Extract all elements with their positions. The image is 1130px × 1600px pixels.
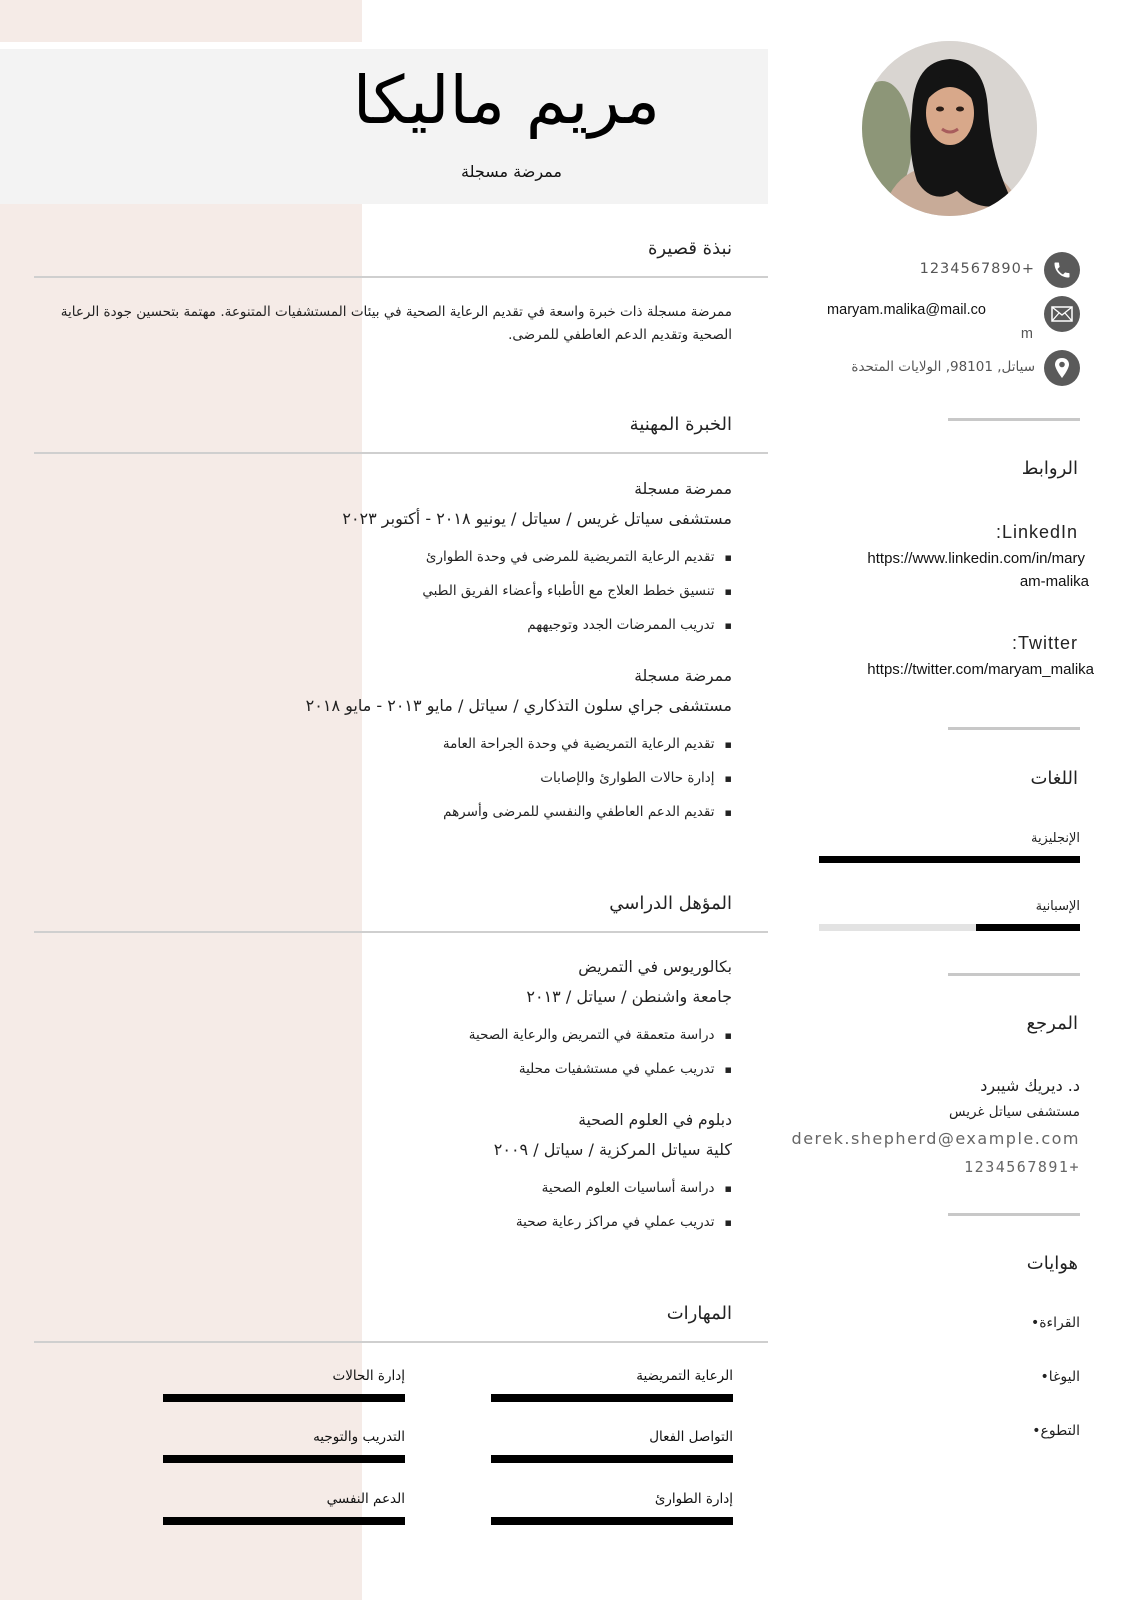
reference-heading: المرجع xyxy=(1026,1013,1078,1034)
linkedin-url-wrap[interactable]: am-malika xyxy=(1019,573,1089,590)
language-bar xyxy=(819,856,1080,863)
skill-label: التواصل الفعال xyxy=(649,1429,733,1445)
degree-title: بكالوريوس في التمريض xyxy=(578,958,732,976)
job-bullet: ▪ تقديم الرعاية التمريضية في وحدة الجراحة العامة xyxy=(443,736,732,752)
language-bar-fill xyxy=(976,924,1080,931)
degree-title: دبلوم في العلوم الصحية xyxy=(578,1111,732,1129)
education-heading: المؤهل الدراسي xyxy=(609,893,732,914)
summary-text: ممرضة مسجلة ذات خبرة واسعة في تقديم الرعاية الصحية في بيئات المستشفيات المتنوعة. مهتمة بتحسين جودة الرعاية الصحية وتقديم الدعم العاطفي للمرضى. xyxy=(60,304,732,343)
language-label: الإسبانية xyxy=(1035,899,1080,914)
education-bullet: ▪ دراسة متعمقة في التمريض والرعاية الصحية xyxy=(469,1027,732,1043)
contact-email-wrap[interactable]: m xyxy=(1020,326,1033,342)
language-label: الإنجليزية xyxy=(1030,831,1080,846)
job-title: ممرضة مسجلة xyxy=(634,667,732,685)
skill-label: الدعم النفسي xyxy=(326,1491,405,1507)
skill-label: إدارة الطوارئ xyxy=(654,1491,733,1507)
candidate-title: ممرضة مسجلة xyxy=(461,162,562,181)
degree-details: كلية سياتل المركزية / سياتل / ٢٠٠٩ xyxy=(493,1140,732,1159)
contact-phone[interactable]: 1234567890+ xyxy=(919,261,1035,277)
job-bullet: ▪ تقديم الرعاية التمريضية للمرضى في وحدة الطوارئ xyxy=(426,549,732,565)
job-details: مستشفى سياتل غريس / سياتل / يونيو ٢٠١٨ - أكتوبر ٢٠٢٣ xyxy=(342,509,732,528)
skill-bar xyxy=(163,1394,405,1402)
hobby-item: • القراءة xyxy=(1021,1315,1080,1331)
education-bullet: ▪ تدريب عملي في مستشفيات محلية xyxy=(519,1061,732,1077)
skill-label: الرعاية التمريضية xyxy=(636,1368,733,1384)
languages-heading: اللغات xyxy=(1030,768,1078,789)
hobbies-heading: هوايات xyxy=(1026,1253,1078,1274)
education-bullet: ▪ دراسة أساسيات العلوم الصحية xyxy=(542,1180,732,1196)
job-details: مستشفى جراي سلون التذكاري / سياتل / مايو ٢٠١٣ - مايو ٢٠١٨ xyxy=(305,696,732,715)
summary-divider xyxy=(34,276,768,278)
candidate-name: مريم ماليكا xyxy=(352,62,660,139)
contact-email[interactable]: maryam.malika@mail.co xyxy=(827,302,986,318)
reference-phone[interactable]: 1234567891+ xyxy=(964,1158,1080,1176)
skill-bar xyxy=(163,1455,405,1463)
job-bullet: ▪ إدارة حالات الطوارئ والإصابات xyxy=(540,770,732,786)
contact-address: سياتل, 98101, الولايات المتحدة xyxy=(851,359,1035,375)
sidebar-divider xyxy=(948,727,1080,730)
phone-icon xyxy=(1044,252,1080,288)
degree-details: جامعة واشنطن / سياتل / ٢٠١٣ xyxy=(526,987,732,1006)
reference-email[interactable]: derek.shepherd@example.com xyxy=(791,1129,1080,1148)
portrait-icon xyxy=(862,41,1037,216)
reference-name: د. ديريك شيبرد xyxy=(980,1076,1080,1095)
skill-bar xyxy=(491,1517,733,1525)
skill-bar xyxy=(491,1455,733,1463)
hobby-item: • اليوغا xyxy=(1031,1369,1080,1385)
language-bar-fill xyxy=(819,856,1080,863)
map-pin-icon xyxy=(1044,350,1080,386)
summary-heading: نبذة قصيرة xyxy=(647,238,732,259)
job-title: ممرضة مسجلة xyxy=(634,480,732,498)
hobby-item: • التطوع xyxy=(1022,1423,1080,1439)
twitter-url[interactable]: https://twitter.com/maryam_malika xyxy=(867,661,1094,678)
reference-organization: مستشفى سياتل غريس xyxy=(948,1104,1080,1120)
linkedin-url[interactable]: https://www.linkedin.com/in/mary xyxy=(867,550,1085,567)
experience-divider xyxy=(34,452,768,454)
skill-label: إدارة الحالات xyxy=(332,1368,405,1384)
education-bullet: ▪ تدريب عملي في مراكز رعاية صحية xyxy=(516,1214,732,1230)
main-column xyxy=(34,0,768,1600)
skills-heading: المهارات xyxy=(666,1303,732,1324)
skill-bar xyxy=(163,1517,405,1525)
profile-photo xyxy=(862,41,1037,216)
sidebar-divider xyxy=(948,1213,1080,1216)
skill-bar xyxy=(491,1394,733,1402)
skill-label: التدريب والتوجيه xyxy=(313,1429,405,1445)
experience-heading: الخبرة المهنية xyxy=(629,414,732,435)
twitter-label: :Twitter xyxy=(1011,633,1078,653)
job-bullet: ▪ تنسيق خطط العلاج مع الأطباء وأعضاء الفريق الطبي xyxy=(422,583,732,599)
envelope-icon xyxy=(1044,296,1080,332)
linkedin-label: :LinkedIn xyxy=(995,522,1078,542)
language-bar xyxy=(819,924,1080,931)
job-bullet: ▪ تقديم الدعم العاطفي والنفسي للمرضى وأسرهم xyxy=(443,804,732,820)
job-bullet: ▪ تدريب الممرضات الجدد وتوجيههم xyxy=(527,617,732,633)
links-heading: الروابط xyxy=(1021,458,1078,479)
sidebar-divider xyxy=(948,418,1080,421)
sidebar-divider xyxy=(948,973,1080,976)
skills-divider xyxy=(34,1341,768,1343)
education-divider xyxy=(34,931,768,933)
